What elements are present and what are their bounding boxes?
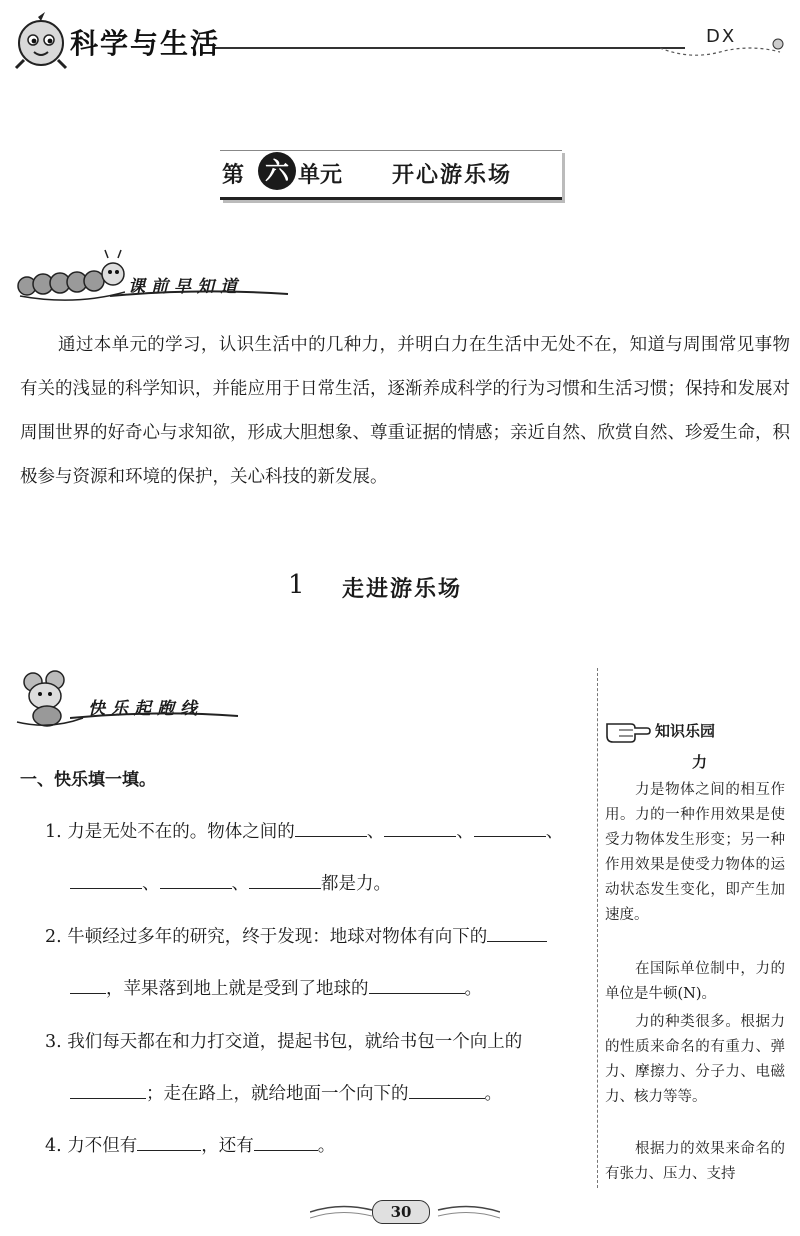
answer-blank[interactable]: [487, 923, 547, 942]
unit-number-badge: 六: [258, 152, 296, 190]
separator: 、: [142, 874, 160, 894]
answer-blank[interactable]: [474, 818, 546, 837]
question-text: ；走在路上，就给地面一个向下的: [146, 1084, 409, 1104]
question-text: 牛顿经过多年的研究，终于发现：地球对物体有向下的: [67, 927, 488, 947]
question-1-line-1: [45, 818, 563, 843]
lesson-number: 1: [288, 570, 305, 600]
answer-blank[interactable]: [295, 818, 367, 837]
caterpillar-icon: [15, 248, 125, 310]
sidebar-subheading: 力: [692, 753, 708, 771]
exercise-heading: 一、快乐填一填。: [20, 770, 156, 790]
separator: 、: [366, 822, 385, 842]
question-text: 力不但有: [67, 1136, 138, 1156]
answer-blank[interactable]: [137, 1132, 201, 1151]
unit-prefix: 第: [222, 163, 245, 188]
header-rule: [215, 47, 685, 49]
answer-blank[interactable]: [254, 1132, 318, 1151]
question-text: 。: [484, 1084, 502, 1104]
intro-paragraph: 通过本单元的学习，认识生活中的几种力，并明白力在生活中无处不在，知道与周围常见事物有关的浅显的科学知识，并能应用于日常生活，逐渐养成科学的行为习惯和生活习惯；保持和发展对周围世界的好奇心与求知欲，形成大胆想象、尊重证据的情感；亲近自然、欣赏自然、珍爱生命，积极参与资源和环境的保护，关心科技的新发展。: [20, 335, 790, 487]
page-number: 30: [372, 1200, 430, 1224]
question-number: 2.: [45, 927, 62, 947]
sidebar-heading: 知识乐园: [655, 722, 716, 740]
sidebar-paragraph-3: 力的种类很多。根据力的性质来命名的有重力、弹力、摩擦力、分子力、电磁力、核力等等。: [605, 1014, 785, 1105]
unit-name: 开心游乐场: [392, 163, 513, 188]
badge-underline-swoosh: [70, 708, 240, 722]
separator: 、: [456, 822, 474, 842]
answer-blank[interactable]: [160, 870, 232, 889]
question-text: 。: [317, 1136, 336, 1156]
header-title: 科学与生活: [70, 27, 221, 60]
question-2-line-2: [70, 975, 482, 1000]
answer-blank[interactable]: [384, 818, 456, 837]
question-text: 力是无处不在的。物体之间的: [67, 822, 295, 842]
separator: 、: [545, 822, 564, 842]
exercise-section-badge: 快乐起跑线: [88, 699, 203, 719]
question-number: 3.: [45, 1032, 62, 1052]
answer-blank[interactable]: [249, 870, 321, 889]
question-text: ，苹果落到地上就是受到了地球的: [106, 979, 369, 999]
question-number: 4.: [45, 1136, 62, 1156]
answer-blank[interactable]: [70, 870, 142, 889]
pointing-hand-icon: [605, 716, 651, 744]
lesson-title: 走进游乐场: [342, 577, 463, 602]
answer-blank[interactable]: [70, 1080, 146, 1099]
question-2-line-1: [45, 923, 547, 948]
sidebar-paragraph-2: 在国际单位制中，力的单位是牛顿(N)。: [605, 961, 785, 1002]
answer-blank[interactable]: [70, 975, 106, 994]
sidebar-divider: [597, 668, 598, 1188]
question-3-line-1: [45, 1028, 522, 1053]
unit-suffix: 单元: [298, 163, 343, 188]
question-3-line-2: [70, 1080, 502, 1105]
separator: 、: [231, 874, 249, 894]
mascot-logo-icon: [10, 10, 72, 72]
sidebar-paragraph-1: 力是物体之间的相互作用。力的一种作用效果是使受力物体发生形变；另一种作用效果是使受力物体的运动状态发生变化，即产生加速度。: [605, 782, 785, 923]
answer-blank[interactable]: [369, 975, 465, 994]
question-text: 。: [464, 979, 482, 999]
answer-blank[interactable]: [409, 1080, 485, 1099]
question-number: 1.: [45, 822, 62, 842]
badge-underline-swoosh: [110, 286, 290, 300]
question-4-line-1: [45, 1132, 335, 1157]
intro-section-badge: 课前早知道: [128, 277, 243, 297]
question-text: 都是力。: [321, 874, 391, 894]
question-1-line-2: [70, 870, 391, 895]
sidebar-paragraph-4: 根据力的效果来命名的有张力、压力、支持: [605, 1141, 785, 1182]
question-text: 我们每天都在和力打交道，提起书包，就给书包一个向上的: [67, 1032, 523, 1052]
question-text: ，还有: [201, 1136, 254, 1156]
header-code: DX: [706, 26, 737, 47]
